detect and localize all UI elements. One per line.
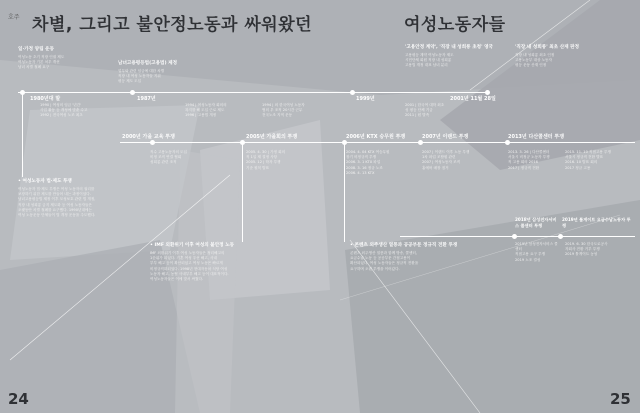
timeline-dot — [150, 140, 155, 145]
note-text: 업무와 관련 임금에 대한 차별 직장 내 여성 노동자들 지위 평등 제도 도입 — [118, 69, 165, 84]
note-text: 1994 | 여성노동자 회의의 복지를 해 도입 근로 제도 1996 | 고용법 개정 — [185, 103, 227, 118]
note-text: IMF 외환위기 이후 여성 노동자들은 정리해고의 1순위가 되었다. 기혼 여성 우선 해고, 사내 부부 해고 등이 확산되었고 여성 노동은 빠르게 비정규직화되었다. 1998년 현대자동차 식당 여성 노동자 해고, 농협 사내부부 해고 등이 대표적이다. 여성노동자들은 이에 맞서 싸웠다. — [150, 251, 229, 282]
section-heading: '고용안정 계약', '직장 내 성희롱 초청' 영국 — [405, 45, 493, 50]
timeline-lower — [400, 236, 635, 237]
timeline-dot — [512, 234, 517, 239]
note-text: 콘텐츠 외주생산 열풍과 함께 방송, 콜센터, 요금수납 노동 등 공공부문 간접고용이 확산되었다. 여성 노동자들은 정규직 전환을 요구하며 오랜 투쟁을 이어갔다. — [350, 251, 419, 271]
note-text: 여성노동자 법·제도 투쟁은 여성 노동자의 권리를 보장하기 위한 제도를 만들어 내는 과정이었다. 남녀고용평등법 제정 이후 모성보호 관련 법 개정, 직장 내 성희롱 금지 제도화 등 여성 노동자들은 오랫동안 차별 철폐를 요구했다. 1990년대에는 여성 노동운동 단체들이 법 개정 운동을 주도했다. — [18, 187, 96, 218]
year-label: 1980년대 말 — [30, 96, 61, 102]
year-label: 2019년 톨게이트 요금수납노동자 투쟁 — [562, 217, 631, 228]
year-label: 1999년 — [356, 96, 375, 102]
timeline-middle — [120, 142, 635, 143]
section-heading: 일·가정 양립 운동 — [18, 47, 55, 52]
timeline-dot — [130, 90, 135, 95]
timeline-dot — [558, 234, 563, 239]
side-tag: 호주 — [8, 14, 20, 21]
note-text: 2019년 삼성전자서비스 콜센터 직접고용 요구 투쟁 2019 노조 결성 — [515, 242, 558, 262]
note-text: 2001 | 한국여 대학 최초 성 평등 단체 기금 2011 | 원 발족 — [405, 103, 445, 118]
page-number-right: 25 — [610, 390, 631, 408]
title-right: 여성노동자들 — [404, 15, 506, 35]
note-text: 1990 | 여성의 임금 '년간' 사업 활동 등 개정에 맞춘 수고 1992 | 전국여성 노조 최초 — [40, 103, 88, 118]
title-left: 차별, 그리고 불안정노동과 싸워왔던 — [32, 15, 313, 35]
note-text: 여성노동 초기 직장 인권 제도 여성노동자 기본 처우 개선 남녀 차별 철폐 요구 — [18, 55, 65, 70]
section-heading: • 여성노동자 법·제도 투쟁 — [18, 179, 72, 184]
section-heading: 남녀고용평등법(고용법) 제정 — [118, 61, 178, 66]
year-label: 1987년 — [137, 96, 156, 102]
connector — [22, 92, 23, 177]
page-number-left: 24 — [8, 390, 29, 408]
note-text: 2004. 4. 04 KTX 여승무원 장기 비정규직 투쟁 2006. 3. 1 KTX 파업 2008. 3. 16 정규 노조 2006. 4. 13 KTX — [346, 150, 390, 175]
connector — [242, 142, 243, 242]
note-text: 2005. 4. 30 | 가정 회의 직 1일 제 결정 사항 2005. 12 | 학자 투쟁 기준 원칙 발표 — [246, 150, 286, 170]
timeline-dot — [505, 140, 510, 145]
year-label: 2001년 11월 28일 — [450, 96, 496, 102]
note-text: 고용평등 계약 여성노동자 제도 시민단체 회원 직장 내 성희롱 고용법 개정 대표 남녀 분리 — [405, 53, 454, 68]
year-label: 2013년 다산콜센터 투쟁 — [508, 134, 565, 140]
year-label: 2018년 삼성전자서비스 콜센터 투쟁 — [515, 217, 557, 228]
note-text: 2015. 11. 10 직접고용 투쟁 서울시 정규직 전환 발표 2016. 10 발표 회의 2017 정규 고용 — [565, 150, 611, 170]
timeline-dot — [418, 140, 423, 145]
section-heading: • 콘텐츠 외주생산 열풍과 공공부문 정규직 전환 투쟁 — [350, 243, 458, 248]
year-label: 2000년 가을 교육 투쟁 — [122, 134, 175, 140]
section-heading: • IMF 외환위기 이후 여성의 불안정 노동 — [150, 243, 235, 248]
timeline-dot — [350, 90, 355, 95]
note-text: 2013. 3. 26 | 다산콜센터 서울시 비정규 노동자 투쟁 직 고용 회의 2016 2017 | 정규직 전환 — [508, 150, 550, 170]
note-text: 1994 | 외 한국여성 노동자 협의 우 조직 20시간 근무 전국노조 지역 운동 — [262, 103, 305, 118]
connector — [344, 142, 345, 242]
note-text: 직장 내 성희롱 최초 인정 고용노동부 대상 노동자 평등 운동 산재 인정 — [515, 53, 555, 68]
note-text: 2007 | 이랜드 이후 노동 투쟁 1차 파업 조합원 관련 2007 | 여성노동자 조직 홈에버 매장 점거 — [422, 150, 470, 170]
section-heading: '직장 내 성희롱' 최초 산재 판정 — [515, 45, 580, 50]
year-label: 2006년 KTX 승무원 투쟁 — [346, 134, 406, 140]
note-text: 직수 고용노동자의 도입 비정 조직 연결 협회 성희롱 관련 조직 — [150, 150, 187, 165]
year-label: 2007년 이랜드 투쟁 — [422, 134, 469, 140]
timeline-top — [18, 92, 488, 93]
year-label: 2005년 가을회의 투쟁 — [246, 134, 298, 140]
note-text: 2019. 6. 30 한국도로공사 자회사 전환 거부 투쟁 2019 톨게이트 농성 — [565, 242, 608, 257]
